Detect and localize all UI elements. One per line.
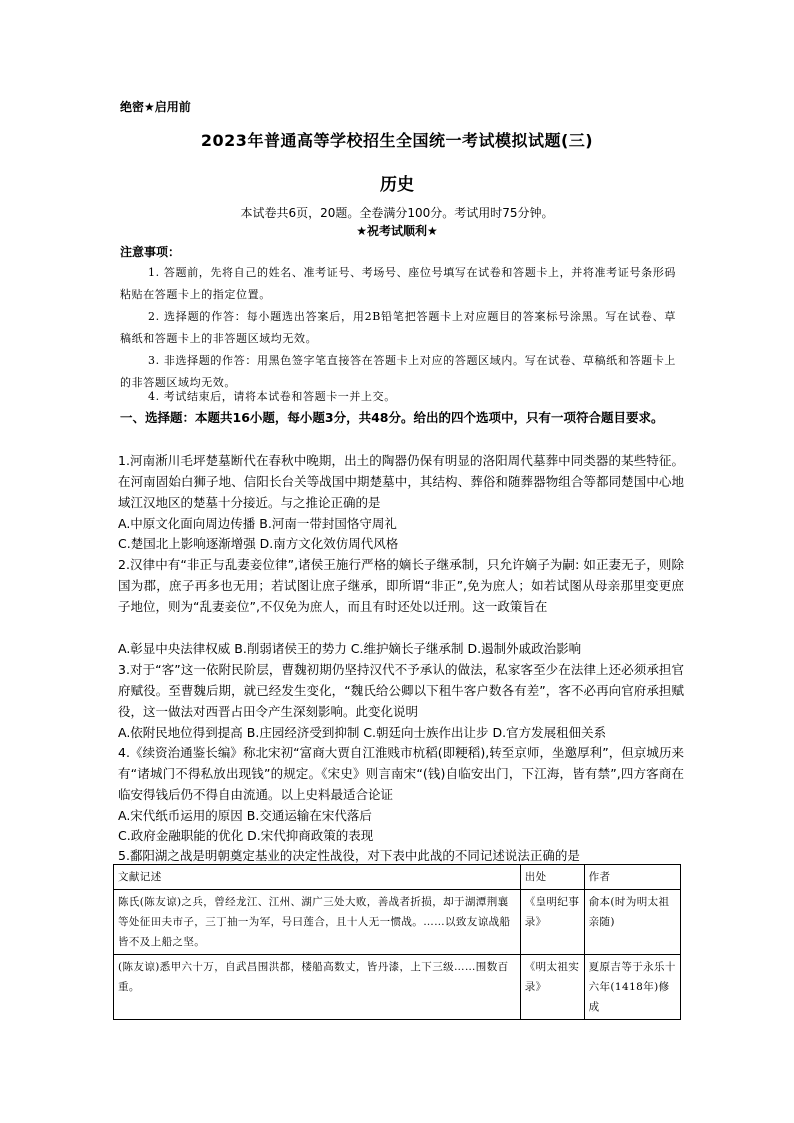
table-header-cell: 出处 xyxy=(520,865,584,890)
table-cell-author: 夏原吉等于永乐十六年(1418年)修成 xyxy=(584,955,680,1020)
notice-heading: 注意事项： xyxy=(120,245,181,259)
table-row xyxy=(114,955,681,1020)
notice-item-1: 1. 答题前，先将自己的姓名、准考证号、考场号、座位号填写在试卷和答题卡上，并将准考证号条形码粘贴在答题卡上的指定位置。 xyxy=(120,266,676,301)
question-4-stem: 4.《续资治通鉴长编》称北宋初“富商大贾自江淮贱市杭稻(即粳稻),转至京师，坐邀厚利”，但京城历来有“诸城门不得私放出现钱”的规定。《宋史》则言南宋“(钱)自临安出门，下江海，皆有禁”,四方客商在临安得钱后仍不得自由流通。以上史料最适合论证 xyxy=(118,745,684,802)
subject-title: 历史 xyxy=(380,175,414,195)
notice-item-3: 3. 非选择题的作答：用黑色签字笔直接答在答题卡上对应的答题区域内。写在试卷、草稿纸和答题卡上的非答题区域均无效。 xyxy=(120,354,676,389)
table-cell-author: 俞本(时为明太祖亲随) xyxy=(584,890,680,955)
table-header-cell: 作者 xyxy=(584,865,680,890)
notice-item-2: 2. 选择题的作答：每小题选出答案后，用2B铅笔把答题卡上对应题目的答案标号涂黑。写在试卷、草稿纸和答题卡上的非答题区域均无效。 xyxy=(120,310,676,345)
table-header-row xyxy=(114,865,681,890)
section-heading: 一、选择题：本题共16小题，每小题3分，共48分。给出的四个选项中，只有一项符合题目要求。 xyxy=(120,410,664,425)
question-2-options: A.彰显中央法律权威 B.削弱诸侯王的势力 C.维护嫡长子继承制 D.遏制外戚政治影响 xyxy=(118,641,582,656)
table-row xyxy=(114,890,681,955)
question-5-stem: 5.鄱阳湖之战是明朝奠定基业的决定性战役，对下表中此战的不同记述说法正确的是 xyxy=(118,848,580,863)
table-cell-record: 陈氏(陈友谅)之兵，曾经龙江、江州、湖广三处大败，善战者折损，却于湖潭荆襄等处征田夫市子，三丁抽一为军，号曰莲合，且十人无一惯战。……以致友谅战船皆不及上船之坚。 xyxy=(114,890,521,955)
exam-intro: 本试卷共6页，20题。全卷满分100分。考试用时75分钟。 xyxy=(240,206,554,220)
confidential-mark: 绝密★启用前 xyxy=(120,100,191,114)
source-table xyxy=(113,864,681,1020)
table-cell-source: 《皇明纪事录》 xyxy=(520,890,584,955)
question-1-stem: 1.河南淅川毛坪楚墓断代在春秋中晚期，出土的陶器仍保有明显的洛阳周代墓葬中同类器的某些特征。在河南固始白狮子地、信阳长台关等战国中期楚墓中，其结构、葬俗和随葬器物组合等都同楚国中心地域江汉地区的楚墓十分接近。与之推论正确的是 xyxy=(118,453,684,510)
question-2-stem: 2.汉律中有“非正与乱妻妾位律”,诸侯王施行严格的嫡长子继承制，只允许嫡子为嗣: 如正妻无子，则除国为郡，庶子再多也无用；若试图让庶子继承，即所谓“非正”,免为庶人；如若试图从母亲那里变更庶子地位，则为“乱妻妾位”,不仅免为庶人，而且有时还处以迁刑。这一政策旨在 xyxy=(118,557,684,614)
question-1-options-cd: C.楚国北上影响逐渐增强 D.南方文化效仿周代风格 xyxy=(118,536,399,551)
question-1-options-ab: A.中原文化面向周边传播 B.河南一带封国恪守周礼 xyxy=(118,516,397,531)
notice-item-4: 4. 考试结束后，请将本试卷和答题卡一并上交。 xyxy=(148,390,396,403)
question-4-options-ab: A.宋代纸币运用的原因 B.交通运输在宋代落后 xyxy=(118,808,372,823)
question-4-options-cd: C.政府金融职能的优化 D.宋代抑商政策的表现 xyxy=(118,828,374,843)
table-header-cell: 文献记述 xyxy=(114,865,521,890)
good-luck-line: ★祝考试顺利★ xyxy=(356,224,438,238)
table-cell-source: 《明太祖实录》 xyxy=(520,955,584,1020)
question-3-options: A.依附民地位得到提高 B.庄园经济受到抑制 C.朝廷向士族作出让步 D.官方发展租佃关系 xyxy=(118,725,607,740)
exam-title: 2023年普通高等学校招生全国统一考试模拟试题(三) xyxy=(200,131,594,150)
table-cell-record: (陈友谅)悉甲六十万，自武昌围洪都，楼船高数丈，皆丹漆，上下三级……围数百重。 xyxy=(114,955,521,1020)
question-3-stem: 3.对于“客”这一依附民阶层，曹魏初期仍坚持汉代不予承认的做法，私家客至少在法律上还必须承担官府赋役。至曹魏后期，就已经发生变化，“魏氏给公卿以下租牛客户数各有差”，客不必再向官府承担赋役，这一做法对西晋占田令产生深刻影响。此变化说明 xyxy=(118,662,684,719)
